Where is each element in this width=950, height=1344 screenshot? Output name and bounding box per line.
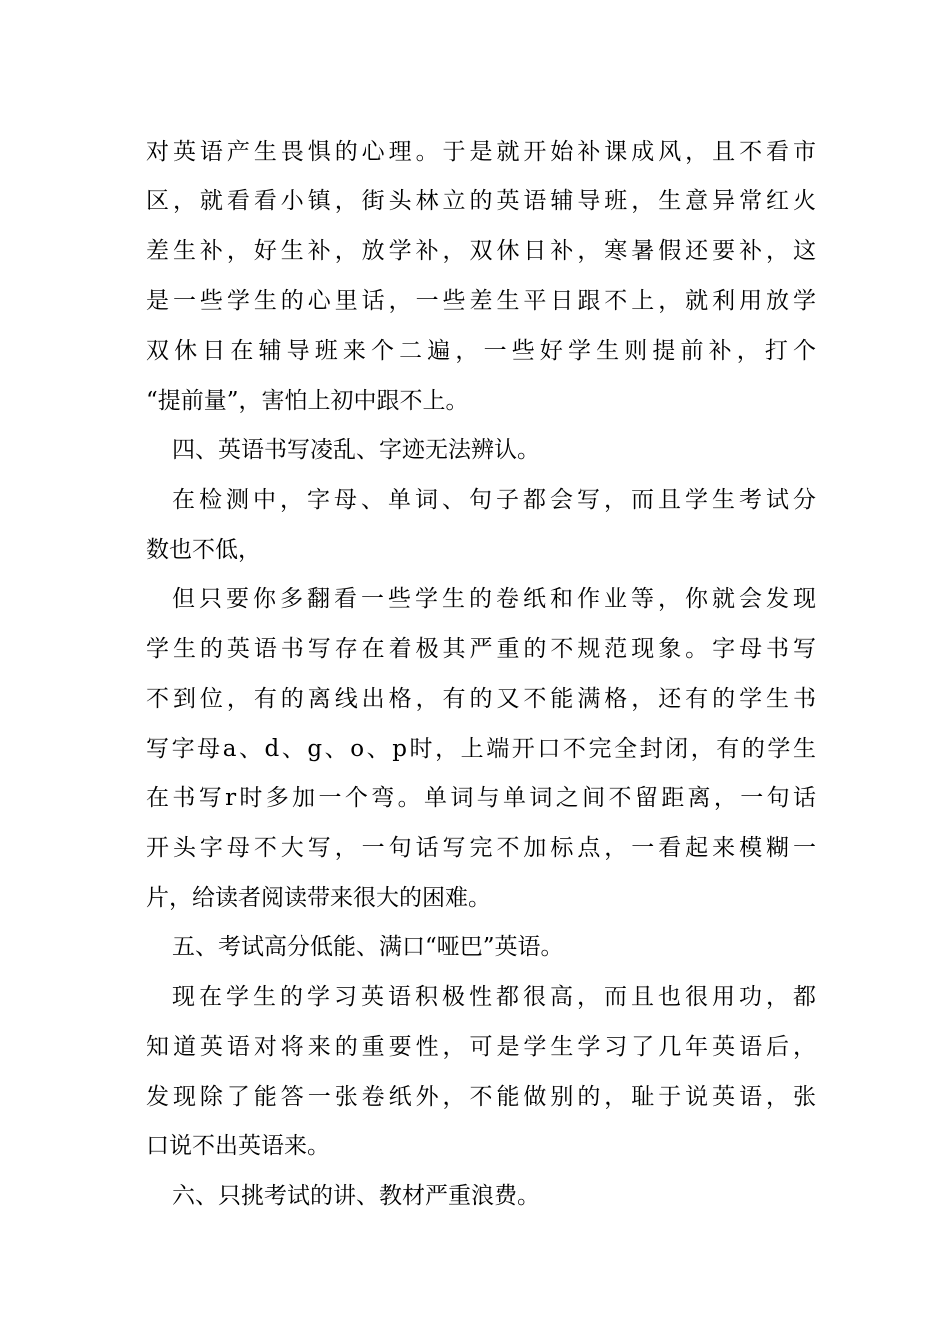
text-line: 写字母a、d、g、o、p时，上端开口不完全封闭，有的学生 (146, 736, 816, 762)
text-line: 开头字母不大写，一句话写完不加标点，一看起来模糊一 (146, 835, 816, 861)
text-line: 知道英语对将来的重要性，可是学生学习了几年英语后， (146, 1034, 816, 1060)
text-line: 片，给读者阅读带来很大的困难。 (146, 885, 491, 911)
text-line: 在书写r时多加一个弯。单词与单词之间不留距离，一句话 (146, 785, 816, 811)
text-line: 发现除了能答一张卷纸外，不能做别的，耻于说英语，张 (146, 1084, 816, 1110)
section-heading: 四、英语书写凌乱、字迹无法辨认。 (172, 437, 540, 463)
paragraph-first-line: 现在学生的学习英语积极性都很高，而且也很用功，都 (172, 984, 816, 1010)
text-line: 口说不出英语来。 (146, 1133, 330, 1159)
text-line: 双休日在辅导班来个二遍，一些好学生则提前补，打个 (146, 338, 816, 364)
text-line: 数也不低， (146, 537, 261, 563)
paragraph-first-line: 但只要你多翻看一些学生的卷纸和作业等，你就会发现 (172, 586, 816, 612)
text-line: 不到位，有的离线出格，有的又不能满格，还有的学生书 (146, 686, 816, 712)
section-heading: 六、只挑考试的讲、教材严重浪费。 (172, 1183, 540, 1209)
text-line: “提前量”，害怕上初中跟不上。 (146, 388, 469, 414)
section-heading: 五、考试高分低能、满口“哑巴”英语。 (172, 934, 564, 960)
paragraph-first-line: 在检测中，字母、单词、句子都会写，而且学生考试分 (172, 487, 816, 513)
text-line: 区，就看看小镇，街头林立的英语辅导班，生意异常红火 (146, 188, 816, 214)
text-line: 差生补，好生补，放学补，双休日补，寒暑假还要补，这 (146, 238, 816, 264)
text-line: 对英语产生畏惧的心理。于是就开始补课成风，且不看市 (146, 139, 816, 165)
text-line: 学生的英语书写存在着极其严重的不规范现象。字母书写 (146, 636, 816, 662)
text-line: 是一些学生的心里话，一些差生平日跟不上，就利用放学 (146, 288, 816, 314)
